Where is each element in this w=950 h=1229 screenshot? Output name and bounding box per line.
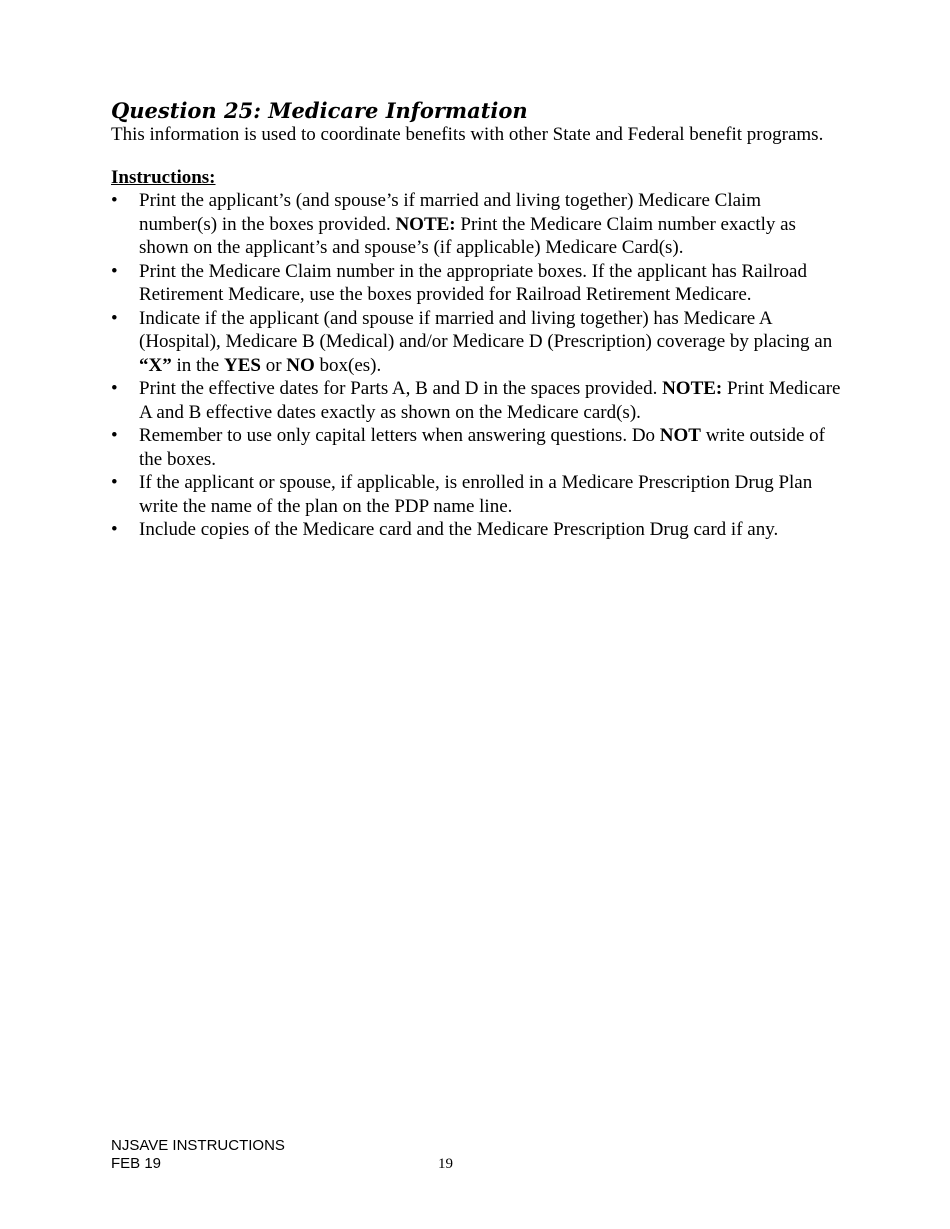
list-item-text: Print the effective dates for Parts A, B and D in the spaces provided. bbox=[139, 378, 663, 399]
emphasis-text: “X” bbox=[139, 354, 172, 376]
list-item bbox=[111, 260, 841, 307]
list-item bbox=[111, 189, 841, 260]
emphasis-text: NOT bbox=[659, 425, 701, 446]
note-label: NOTE: bbox=[662, 378, 723, 399]
list-item bbox=[111, 518, 841, 542]
bullet-icon: • bbox=[111, 307, 118, 329]
list-item-text: Print the applicant’s (and spouse’s if married and living together) Medicare Claim number(s) in the boxes provided. bbox=[139, 190, 762, 235]
list-item bbox=[111, 471, 841, 518]
emphasis-text: NO bbox=[286, 354, 315, 376]
emphasis-text: YES bbox=[223, 354, 261, 376]
list-item-text: Remember to use only capital letters when answering questions. Do bbox=[139, 425, 660, 446]
list-item-text: write outside of the boxes. bbox=[139, 425, 825, 470]
list-item bbox=[111, 424, 841, 471]
list-item-text: Print the Medicare Claim number in the appropriate boxes. If the applicant has Railroad Retirement Medicare, use the boxes provided for Railroad Retirement Medicare. bbox=[139, 260, 807, 305]
footer-document-name: NJSAVE INSTRUCTIONS bbox=[111, 1137, 285, 1154]
instructions-heading: Instructions: bbox=[111, 167, 216, 188]
list-item-text: Include copies of the Medicare card and the Medicare Prescription Drug card if any. bbox=[139, 519, 779, 540]
bullet-icon: • bbox=[111, 519, 118, 540]
list-item-text: Print Medicare A and B effective dates exactly as shown on the Medicare card(s). bbox=[139, 378, 841, 423]
intro-paragraph: This information is used to coordinate benefits with other State and Federal benefit programs. bbox=[111, 124, 824, 145]
list-item-text: or bbox=[260, 354, 287, 376]
bullet-icon: • bbox=[111, 190, 118, 211]
footer-label bbox=[111, 1137, 285, 1173]
bullet-icon: • bbox=[111, 425, 118, 446]
page-number: 19 bbox=[438, 1156, 453, 1172]
note-label: NOTE: bbox=[395, 213, 456, 235]
document-body bbox=[111, 98, 841, 542]
list-item-text: If the applicant or spouse, if applicable, is enrolled in a Medicare Prescription Drug Plan write the name of the plan on the PDP name line. bbox=[139, 472, 813, 517]
list-item-text: Print the Medicare Claim number exactly as shown on the applicant’s and spouse’s (if applicable) Medicare Card(s). bbox=[139, 213, 796, 258]
list-item-text: in the bbox=[171, 354, 224, 376]
footer-date: FEB 19 bbox=[111, 1155, 162, 1172]
instructions-list bbox=[111, 189, 841, 542]
list-item-text: Indicate if the applicant (and spouse if married and living together) has Medicare A (Hospital), Medicare B (Medical) and/or Medicare D (Prescription) coverage by placing an bbox=[139, 307, 833, 352]
bullet-icon: • bbox=[111, 260, 118, 282]
bullet-icon: • bbox=[111, 472, 118, 493]
list-item bbox=[111, 307, 841, 378]
page-title: Question 25: Medicare Information bbox=[111, 98, 528, 123]
list-item-text: box(es). bbox=[314, 354, 382, 376]
bullet-icon: • bbox=[111, 378, 118, 399]
list-item bbox=[111, 377, 841, 424]
